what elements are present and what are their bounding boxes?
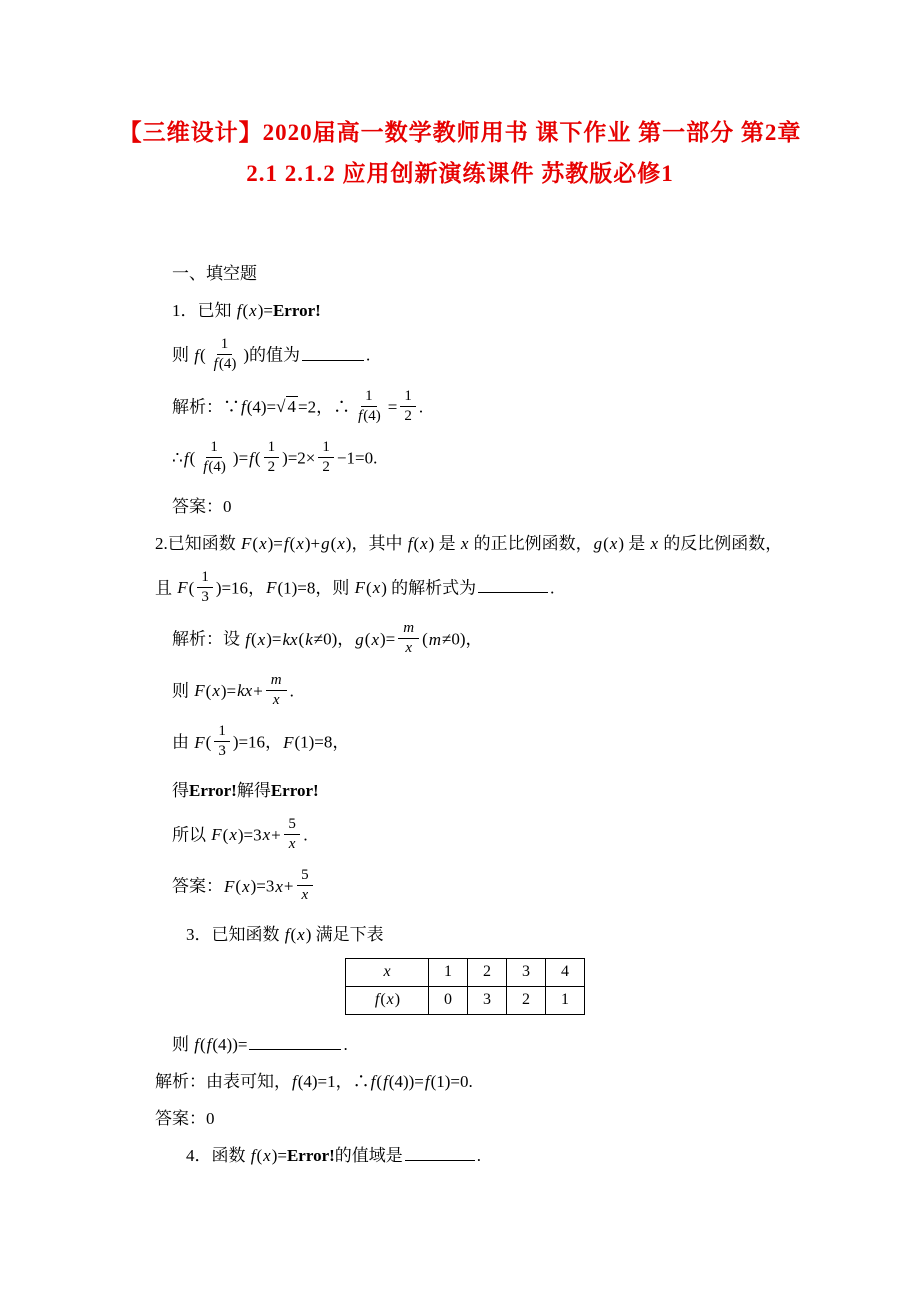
- text-run: 则: [172, 345, 194, 365]
- fraction: $\frac{m}{x}$: [266, 672, 287, 710]
- text-run: 满足下表: [311, 924, 384, 944]
- table-row: [346, 986, 585, 1014]
- math-run: F(x): [354, 578, 387, 598]
- fraction: $\frac{1}{2}$: [400, 388, 416, 426]
- table-cell: 2: [468, 958, 507, 986]
- text-run: 则: [172, 681, 194, 701]
- document-line: [155, 568, 865, 609]
- math-run: f(x): [284, 924, 312, 944]
- document-line: [172, 725, 865, 763]
- math-run: )=f(: [232, 448, 261, 468]
- document-line: [172, 338, 865, 376]
- table-cell: 4: [546, 958, 585, 986]
- document-line: [172, 869, 865, 907]
- text-run: .: [303, 825, 308, 845]
- math-run: g(x)=: [355, 629, 396, 649]
- document-line: [186, 1142, 865, 1169]
- math-run: F(1)=8: [283, 732, 333, 752]
- document-line: [155, 1068, 865, 1095]
- text-run: 一、填空题: [172, 264, 257, 283]
- document-line: [155, 1105, 865, 1132]
- math-run: f(x)=: [250, 1145, 287, 1165]
- math-run: f(x)=: [236, 301, 273, 320]
- document-line: [172, 622, 865, 660]
- math-run: f(: [183, 448, 196, 468]
- text-run: 解析：设: [172, 629, 245, 649]
- math-run: =2: [298, 397, 317, 417]
- text-run: 1．已知: [172, 301, 236, 320]
- math-run: f(4)=1: [292, 1071, 336, 1091]
- answer-blank: [302, 342, 364, 361]
- table-cell: 1: [546, 986, 585, 1014]
- fraction: $\frac{1}{3}$: [197, 569, 213, 607]
- text-run: ∴: [172, 448, 183, 468]
- fraction: $\frac{1}{f(4)}$: [213, 336, 237, 373]
- fraction: $\frac{1}{f(4)}$: [203, 439, 226, 476]
- math-run: F(x)=f(x)+g(x): [241, 533, 352, 553]
- math-run: f(: [194, 345, 206, 365]
- value-table: [345, 958, 585, 1015]
- text-run: 由: [172, 732, 194, 752]
- text-run: ，∴: [316, 397, 351, 417]
- text-run: .: [366, 345, 371, 365]
- document-line: [155, 530, 865, 557]
- math-run: f(x): [407, 533, 435, 553]
- math-run: F(: [177, 578, 195, 598]
- math-run: −1=0: [336, 448, 374, 468]
- text-run: 的正比例函数，: [469, 533, 593, 553]
- document-line: [172, 1031, 865, 1058]
- math-run: ): [243, 345, 249, 365]
- text-run: 解得: [236, 780, 271, 800]
- text-run: 答案：0: [155, 1108, 215, 1128]
- text-run: ，其中: [351, 533, 407, 553]
- math-run: f(4)=: [241, 397, 277, 417]
- text-run: 且: [155, 578, 177, 598]
- square-root: √ 4: [276, 397, 296, 417]
- text-run: 2.已知函数: [155, 533, 240, 553]
- text-run: .: [373, 448, 378, 468]
- fraction: $\frac{1}{f(4)}$: [358, 387, 381, 424]
- text-run: 答案：0: [172, 496, 232, 516]
- table-cell: 3: [507, 958, 546, 986]
- math-run: F(x)=3x+: [211, 825, 281, 845]
- error-placeholder: Error!: [189, 780, 237, 800]
- table-row: [346, 958, 585, 986]
- error-placeholder: Error!: [272, 301, 321, 320]
- math-run: x: [650, 533, 659, 553]
- text-run: 则: [172, 1034, 194, 1054]
- table-cell: 1: [429, 958, 468, 986]
- math-run: f(x)=kx(k≠0): [245, 629, 338, 649]
- table-cell: 3: [468, 986, 507, 1014]
- text-run: .: [468, 1071, 473, 1091]
- text-run: 是: [624, 533, 650, 553]
- text-run: ，: [265, 732, 283, 752]
- math-run: =: [387, 397, 398, 417]
- answer-blank: [405, 1142, 475, 1161]
- text-run: 解析：由表可知，: [155, 1071, 291, 1091]
- math-run: )=2×: [282, 448, 316, 468]
- math-run: F(: [194, 732, 212, 752]
- math-run: )=16: [232, 732, 266, 752]
- fraction: $\frac{5}{x}$: [284, 816, 301, 854]
- text-run: 的解析式为: [386, 578, 477, 598]
- text-run: 解析：∵: [172, 397, 240, 417]
- text-run: 4．函数: [186, 1145, 250, 1165]
- text-run: ，则: [315, 578, 354, 598]
- text-run: .: [289, 681, 294, 701]
- text-run: .: [476, 1145, 482, 1165]
- text-run: 的反比例函数，: [659, 533, 783, 553]
- fraction: $\frac{1}{2}$: [264, 439, 280, 477]
- text-run: .: [343, 1034, 348, 1054]
- math-run: x: [460, 533, 469, 553]
- document-line: [172, 441, 865, 479]
- math-run: F(x)=3x+: [224, 876, 294, 896]
- document-line: [186, 921, 865, 948]
- text-run: 是: [434, 533, 460, 553]
- document-line: [172, 387, 865, 428]
- math-run: (m≠0): [422, 629, 466, 649]
- text-run: 答案：: [172, 876, 223, 896]
- document-line: [172, 815, 865, 856]
- document-line: [172, 777, 865, 804]
- math-run: F(x)=kx+: [194, 681, 263, 701]
- answer-blank: [249, 1031, 341, 1050]
- page-title-line-1: 【三维设计】2020届高一数学教师用书 课下作业 第一部分 第2章: [118, 120, 802, 145]
- text-run: ，∴: [335, 1071, 370, 1091]
- text-run: 3．已知函数: [186, 924, 284, 944]
- table-cell: 2: [507, 986, 546, 1014]
- text-run: ，: [332, 732, 350, 752]
- document-line: [172, 297, 865, 324]
- document-line: [172, 671, 865, 712]
- text-run: 的值为: [249, 345, 300, 365]
- text-run: .: [418, 397, 424, 417]
- text-run: .: [550, 578, 555, 598]
- math-run: F(1)=8: [266, 578, 316, 598]
- fraction: $\frac{1}{3}$: [214, 723, 230, 761]
- fraction: $\frac{m}{x}$: [398, 620, 419, 658]
- text-run: ，: [248, 578, 266, 598]
- math-run: )=16: [215, 578, 249, 598]
- page-title: [0, 112, 920, 194]
- text-run: 得: [172, 780, 189, 800]
- error-placeholder: Error!: [270, 780, 319, 800]
- text-run: ，: [337, 629, 355, 649]
- document-body: [0, 260, 920, 1169]
- text-run: 的值域是: [334, 1145, 403, 1165]
- text-run: 所以: [172, 825, 211, 845]
- fraction: $\frac{1}{2}$: [318, 439, 334, 477]
- math-run: f(f(4))=: [194, 1034, 248, 1054]
- table-cell: x: [346, 958, 429, 986]
- fraction: $\frac{5}{x}$: [297, 867, 314, 905]
- text-run: ，: [465, 629, 483, 649]
- error-placeholder: Error!: [286, 1145, 335, 1165]
- document-line: [172, 260, 865, 287]
- document-line: [172, 493, 865, 520]
- math-run: f(f(4))=f(1)=0: [370, 1071, 469, 1091]
- answer-blank: [478, 574, 548, 593]
- table-cell: f(x): [346, 986, 429, 1014]
- math-run: g(x): [593, 533, 625, 553]
- page-title-line-2: 2.1 2.1.2 应用创新演练课件 苏教版必修1: [246, 161, 674, 186]
- table-cell: 0: [429, 986, 468, 1014]
